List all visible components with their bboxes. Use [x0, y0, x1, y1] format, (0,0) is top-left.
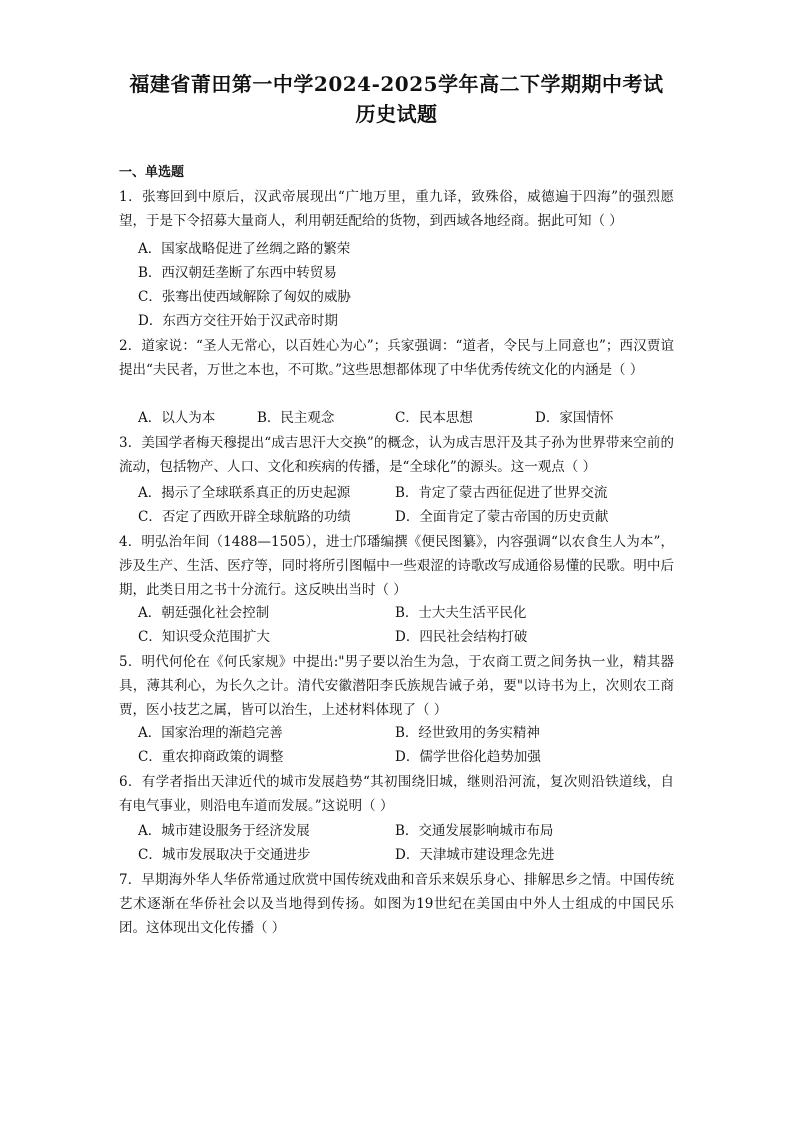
- question-3-stem: 3．美国学者梅天穆提出“成吉思汗大交换”的概念，认为成吉思汗及其子孙为世界带来空前的流动，包括物产、人口、文化和疾病的传播，是“全球化”的源头。这一观点（ ）: [119, 435, 674, 475]
- question-4-option-b[interactable]: B．士大夫生活平民化: [395, 605, 527, 621]
- exam-title: 福建省莆田第一中学2024-2025学年高二下学期期中考试: [129, 72, 664, 96]
- question-3-option-a[interactable]: A．揭示了全球联系真正的历史起源: [138, 485, 351, 501]
- question-4-option-a[interactable]: A．朝廷强化社会控制: [138, 605, 270, 621]
- question-5-stem: 5．明代何伦在《何氏家规》中提出:"男子要以治生为急，于农商工贾之间务执一业，精其器具，薄其利心，为长久之计。清代安徽潜阳李氏族规告诫子弟，要"以诗书为上，次则农工商贾，医小技艺之属，皆可以治生，上述材料体现了（ ）: [119, 654, 674, 718]
- question-6-option-a[interactable]: A．城市建设服务于经济发展: [138, 823, 310, 839]
- section-heading: 一、单选题: [119, 165, 185, 180]
- question-5-option-b[interactable]: B．经世致用的务实精神: [395, 725, 540, 741]
- question-4-stem: 4．明弘治年间（1488—1505），进士邝璠编撰《便民图纂》，内容强调“以农食生人为本”，涉及生产、生活、医疗等，同时将所引图幅中一些艰涩的诗歌改写成通俗易懂的民歌。明中后期，此类日用之书十分流行。这反映出当时（ ）: [119, 534, 674, 598]
- exam-subject-title: 历史试题: [355, 102, 438, 126]
- question-5-option-d[interactable]: D．儒学世俗化趋势加强: [395, 749, 541, 765]
- question-4-option-c[interactable]: C．知识受众范围扩大: [138, 629, 270, 645]
- question-6-option-c[interactable]: C．城市发展取决于交通进步: [138, 847, 311, 863]
- question-6-stem: 6．有学者指出天津近代的城市发展趋势“其初围绕旧城，继则沿河流，复次则沿铁道线，自有电气事业，则沿电车道而发展。”这说明（ ）: [119, 774, 674, 814]
- question-7-stem: 7．早期海外华人华侨常通过欣赏中国传统戏曲和音乐来娱乐身心、排解思乡之情。中国传统艺术逐渐在华侨社会以及当地得到传扬。如图为19世纪在美国由中外人士组成的中国民乐团。这体现出文化传播（ ）: [119, 872, 674, 936]
- question-1-option-a[interactable]: A．国家战略促进了丝绸之路的繁荣: [138, 241, 351, 257]
- question-1-option-b[interactable]: B．西汉朝廷垄断了东西中转贸易: [138, 265, 337, 281]
- question-3-option-d[interactable]: D．全面肯定了蒙古帝国的历史贡献: [395, 509, 609, 525]
- question-1-option-c[interactable]: C．张骞出使西域解除了匈奴的威胁: [138, 289, 351, 305]
- question-2-option-b[interactable]: B．民主观念: [257, 410, 335, 426]
- question-1-option-d[interactable]: D．东西方交往开始于汉武帝时期: [138, 313, 338, 329]
- question-5-option-a[interactable]: A．国家治理的渐趋完善: [138, 725, 283, 741]
- question-2-option-c[interactable]: C．民本思想: [395, 410, 473, 426]
- question-3-option-c[interactable]: C．否定了西欧开辟全球航路的功绩: [138, 509, 351, 525]
- question-2-stem: 2．道家说：“圣人无常心，以百姓心为心”；兵家强调：“道者，令民与上同意也”；西汉贾谊提出“夫民者，万世之本也，不可欺。”这些思想都体现了中华优秀传统文化的内涵是（ ）: [119, 338, 674, 378]
- question-6-option-b[interactable]: B．交通发展影响城市布局: [395, 823, 554, 839]
- question-4-option-d[interactable]: D．四民社会结构打破: [395, 629, 528, 645]
- question-1-stem: 1．张骞回到中原后，汉武帝展现出“广地万里，重九译，致殊俗，威德遍于四海”的强烈愿望，于是下令招募大量商人，利用朝廷配给的货物，到西域各地经商。据此可知（ ）: [119, 189, 674, 229]
- question-2-option-d[interactable]: D．家国情怀: [535, 410, 614, 426]
- question-2-option-a[interactable]: A．以人为本: [138, 410, 216, 426]
- question-5-option-c[interactable]: C．重农抑商政策的调整: [138, 749, 284, 765]
- question-3-option-b[interactable]: B．肯定了蒙古西征促进了世界交流: [395, 485, 608, 501]
- question-6-option-d[interactable]: D．天津城市建设理念先进: [395, 847, 555, 863]
